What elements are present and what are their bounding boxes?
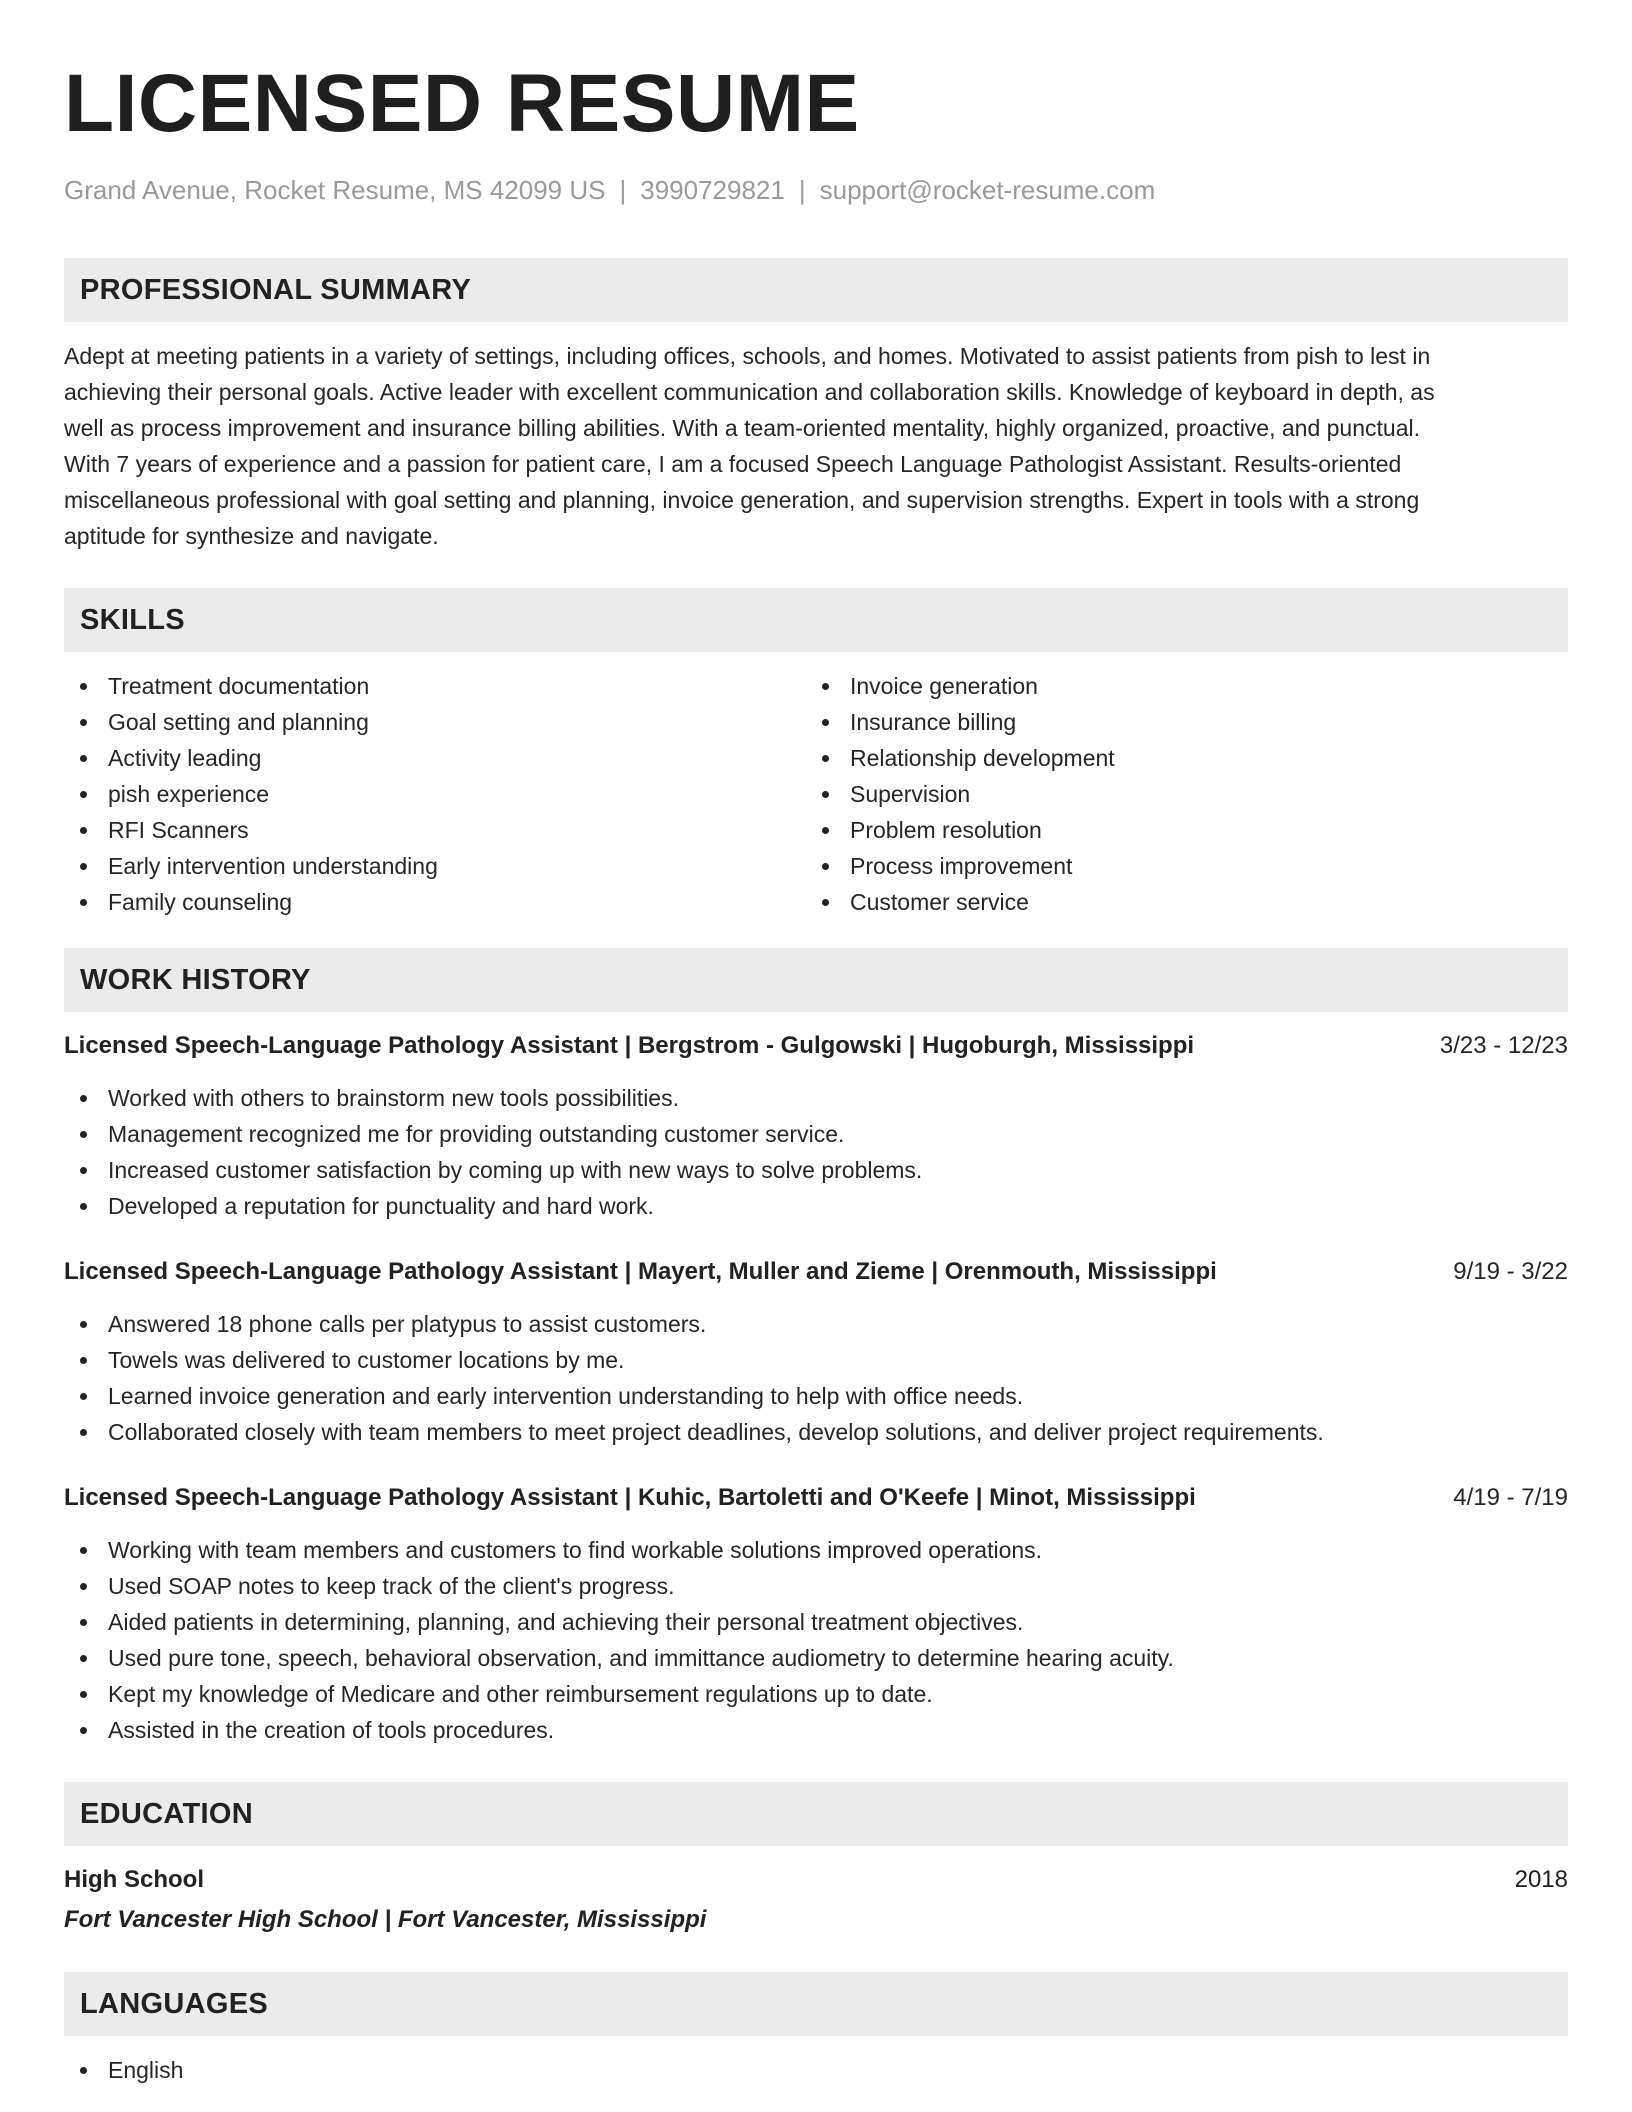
job-entry xyxy=(64,1480,1568,1748)
skill-item: Relationship development xyxy=(806,740,1548,776)
contact-address: Grand Avenue, Rocket Resume, MS 42099 US xyxy=(64,175,606,205)
education-degree: High School xyxy=(64,1866,204,1893)
summary-line: well as process improvement and insurance billing abilities. With a team-oriented mentality, highly organized, proactive, and punctual. xyxy=(64,415,1420,441)
summary-line: With 7 years of experience and a passion for patient care, I am a focused Speech Language Pathologist Assistant. Results-oriented xyxy=(64,451,1402,477)
summary-line: achieving their personal goals. Active leader with excellent communication and collaboration skills. Knowledge of keyboard in depth, as xyxy=(64,379,1435,405)
skills-column-left xyxy=(64,668,806,920)
job-bullet: Answered 18 phone calls per platypus to assist customers. xyxy=(64,1306,1568,1342)
skill-item: Early intervention understanding xyxy=(64,848,806,884)
skill-item: Invoice generation xyxy=(806,668,1548,704)
job-dates: 4/19 - 7/19 xyxy=(1453,1484,1568,1511)
languages-heading: LANGUAGES xyxy=(64,1972,1568,2036)
skill-item: Treatment documentation xyxy=(64,668,806,704)
skill-item: Family counseling xyxy=(64,884,806,920)
job-bullet: Learned invoice generation and early intervention understanding to help with office needs. xyxy=(64,1378,1568,1414)
skill-item: pish experience xyxy=(64,776,806,812)
skills-heading: SKILLS xyxy=(64,588,1568,652)
job-bullet: Assisted in the creation of tools procedures. xyxy=(64,1712,1568,1748)
education-heading: EDUCATION xyxy=(64,1782,1568,1846)
job-bullet: Towels was delivered to customer locations by me. xyxy=(64,1342,1568,1378)
job-bullet: Management recognized me for providing outstanding customer service. xyxy=(64,1116,1568,1152)
summary-heading: PROFESSIONAL SUMMARY xyxy=(64,258,1568,322)
job-bullet: Used SOAP notes to keep track of the client's progress. xyxy=(64,1568,1568,1604)
skill-item: Supervision xyxy=(806,776,1548,812)
education-entry xyxy=(64,1862,1568,1898)
job-bullet: Used pure tone, speech, behavioral observation, and immittance audiometry to determine hearing acuity. xyxy=(64,1640,1568,1676)
contact-separator: | xyxy=(619,175,627,205)
job-bullet: Kept my knowledge of Medicare and other reimbursement regulations up to date. xyxy=(64,1676,1568,1712)
contact-line xyxy=(64,174,1568,206)
job-title: Licensed Speech-Language Pathology Assistant | Kuhic, Bartoletti and O'Keefe | Minot, Mississippi xyxy=(64,1484,1196,1511)
skills-column-right xyxy=(806,668,1548,920)
job-bullet: Collaborated closely with team members to meet project deadlines, develop solutions, and deliver project requirements. xyxy=(64,1414,1568,1450)
summary-line: Adept at meeting patients in a variety of settings, including offices, schools, and homes. Motivated to assist patients from pish to lest in xyxy=(64,343,1431,369)
job-entry xyxy=(64,1028,1568,1224)
summary-text xyxy=(64,338,1568,554)
resume-name: LICENSED RESUME xyxy=(64,58,860,149)
summary-line: aptitude for synthesize and navigate. xyxy=(64,523,439,549)
education-year: 2018 xyxy=(1514,1866,1568,1893)
skill-item: RFI Scanners xyxy=(64,812,806,848)
job-dates: 3/23 - 12/23 xyxy=(1439,1032,1568,1059)
skill-item: Activity leading xyxy=(64,740,806,776)
job-title: Licensed Speech-Language Pathology Assistant | Bergstrom - Gulgowski | Hugoburgh, Mississippi xyxy=(64,1032,1195,1059)
job-dates: 9/19 - 3/22 xyxy=(1453,1258,1568,1285)
job-bullet: Working with team members and customers to find workable solutions improved operations. xyxy=(64,1532,1568,1568)
language-item: English xyxy=(64,2052,1568,2088)
skill-item: Insurance billing xyxy=(806,704,1548,740)
skills-grid xyxy=(64,668,1568,920)
education-school: Fort Vancester High School | Fort Vancester, Mississippi xyxy=(64,1906,707,1933)
contact-email: support@rocket-resume.com xyxy=(819,175,1156,205)
contact-separator: | xyxy=(798,175,806,205)
skill-item: Goal setting and planning xyxy=(64,704,806,740)
job-bullet: Worked with others to brainstorm new tools possibilities. xyxy=(64,1080,1568,1116)
skill-item: Customer service xyxy=(806,884,1548,920)
languages-list xyxy=(64,2052,1568,2088)
skill-item: Problem resolution xyxy=(806,812,1548,848)
job-bullet: Aided patients in determining, planning, and achieving their personal treatment objectives. xyxy=(64,1604,1568,1640)
summary-line: miscellaneous professional with goal setting and planning, invoice generation, and supervision strengths. Expert in tools with a strong xyxy=(64,487,1420,513)
job-bullet: Developed a reputation for punctuality and hard work. xyxy=(64,1188,1568,1224)
job-bullet: Increased customer satisfaction by coming up with new ways to solve problems. xyxy=(64,1152,1568,1188)
work-history-heading: WORK HISTORY xyxy=(64,948,1568,1012)
skill-item: Process improvement xyxy=(806,848,1548,884)
job-title: Licensed Speech-Language Pathology Assistant | Mayert, Muller and Zieme | Orenmouth, Mississippi xyxy=(64,1258,1217,1285)
contact-phone: 3990729821 xyxy=(640,175,785,205)
job-entry xyxy=(64,1254,1568,1450)
